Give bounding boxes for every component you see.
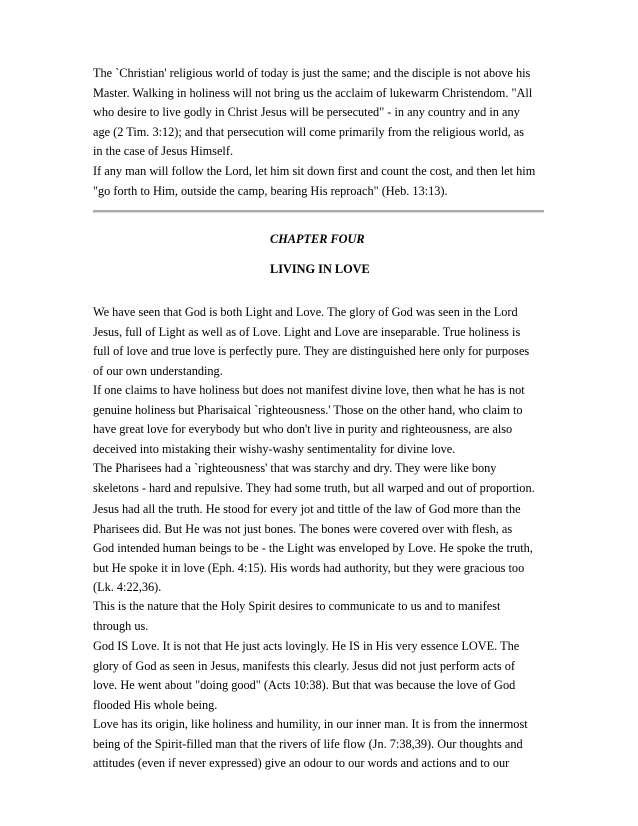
text-line: God IS Love. It is not that He just acts lovingly. He IS in His very essence LOVE. The — [93, 639, 520, 653]
intro-paragraph-1 — [93, 64, 553, 162]
body-paragraph-2 — [93, 381, 553, 459]
text-line: God intended human beings to be - the Light was enveloped by Love. He spoke the truth, — [93, 541, 533, 556]
body-paragraph-3 — [93, 459, 553, 498]
text-line: (Lk. 4:22,36). — [93, 580, 162, 595]
text-line: but He spoke it in love (Eph. 4:15). His words had authority, but they were gracious too — [93, 560, 525, 575]
text-line: glory of God as seen in Jesus, manifests this clearly. Jesus did not just perform acts of — [93, 658, 516, 673]
chapter-number: CHAPTER FOUR — [270, 232, 365, 246]
text-line: The Pharisees had a `righteousness' that was starchy and dry. They were like bony — [93, 461, 497, 475]
text-line: This is the nature that the Holy Spirit desires to communicate to us and to manifest — [93, 599, 501, 613]
text-line: in the case of Jesus Himself. — [93, 144, 234, 159]
text-line: love. He went about "doing good" (Acts 10:38). But that was because the love of God — [93, 678, 516, 693]
intro-paragraph-2 — [93, 162, 553, 201]
body-paragraph-6 — [93, 637, 553, 715]
text-line: being of the Spirit-filled man that the rivers of life flow (Jn. 7:38,39). Our thoughts and — [93, 736, 523, 751]
text-line: through us. — [93, 618, 149, 633]
text-line: If one claims to have holiness but does not manifest divine love, then what he has is not — [93, 383, 525, 397]
text-line: flooded His whole being. — [93, 697, 218, 712]
text-line: Jesus, full of Light as well as of Love. Light and Love are inseparable. True holiness is — [93, 324, 521, 339]
text-line: Love has its origin, like holiness and humility, in our inner man. It is from the innermost — [93, 717, 528, 731]
text-line: skeletons - hard and repulsive. They had some truth, but all warped and out of proportion. — [93, 480, 535, 495]
text-line: Pharisees did. But He was not just bones. The bones were covered over with flesh, as — [93, 521, 513, 536]
body-paragraph-1 — [93, 303, 553, 381]
text-line: attitudes (even if never expressed) give an odour to our words and actions and to our — [93, 756, 510, 771]
body-paragraph-7 — [93, 715, 553, 774]
text-line: who desire to live godly in Christ Jesus will be persecuted" - in any country and in any — [93, 105, 520, 120]
text-line: age (2 Tim. 3:12); and that persecution will come primarily from the religious world, as — [93, 124, 524, 139]
text-line: We have seen that God is both Light and Love. The glory of God was seen in the Lord — [93, 305, 518, 319]
text-line: Master. Walking in holiness will not bring us the acclaim of lukewarm Christendom. "All — [93, 85, 533, 100]
body-paragraph-5 — [93, 597, 553, 636]
chapter-title: LIVING IN LOVE — [270, 262, 370, 276]
text-line: of our own understanding. — [93, 363, 223, 378]
text-line: genuine holiness but Pharisaical `righteousness.' Those on the other hand, who claim to — [93, 402, 523, 417]
text-line: full of love and true love is perfectly pure. They are distinguished here only for purposes — [93, 344, 530, 359]
text-line: The `Christian' religious world of today is just the same; and the disciple is not above his — [93, 66, 531, 80]
section-divider — [93, 210, 544, 213]
text-line: If any man will follow the Lord, let him sit down first and count the cost, and then let him — [93, 164, 536, 178]
text-line: "go forth to Him, outside the camp, bearing His reproach" (Heb. 13:13). — [93, 183, 448, 198]
text-line: Jesus had all the truth. He stood for every jot and tittle of the law of God more than the — [93, 502, 521, 516]
text-line: have great love for everybody but who don't live in purity and righteousness, are also — [93, 422, 513, 437]
body-paragraph-4 — [93, 500, 553, 598]
text-line: deceived into mistaking their wishy-washy sentimentality for divine love. — [93, 441, 456, 456]
